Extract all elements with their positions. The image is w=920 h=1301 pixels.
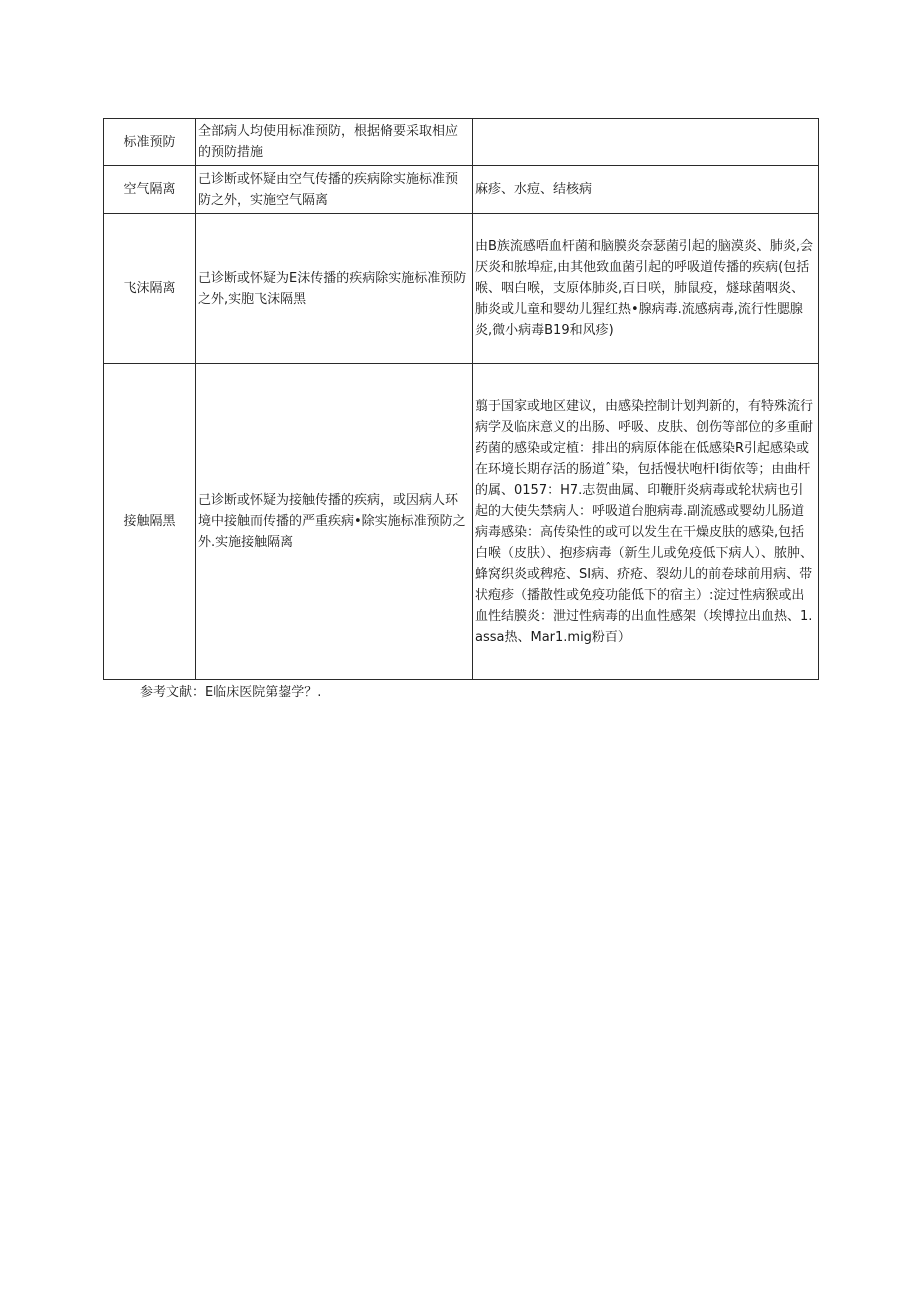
diseases-cell: 麻疹、水痘、结核病 xyxy=(473,166,819,214)
table-row xyxy=(104,119,819,166)
diseases-cell: 翦于国家或地区建议，由感染控制计划判新的，有特殊流行病学及临床意义的出肠、呼吸、皮肤、创伤等部位的多重耐药菌的感染或定植：排出的病原体能在低感染R引起感染或在环境长期存活的肠道ˆ染，包括慢状咆杆I街依等；由曲杆的属、0157：H7.志贺曲属、印鞭肝炎病毒或轮状病也引起的大使失禁病人：呼吸道台胞病毒.副流感或婴幼儿肠道病毒感染：高传染性的或可以发生在干燥皮肤的感染,包括白喉（皮肤）、抱疹病毒（新生儿或免疫低下病人）、脓肿、蜂窝织炎或稗疮、SI病、疥疮、裂幼儿的前卷球前用病、带状疱疹（播散性或免疫功能低下的宿主）:淀过性病猴或出血性结膜炎：泄过性病毒的出血性感架（埃博拉出血热、1.assa热、Mar1.mig粉百） xyxy=(473,364,819,680)
category-cell: 空气隔离 xyxy=(104,166,196,214)
diseases-cell: 由B族流感唔血杆菌和脑膜炎奈瑟菌引起的脑漠炎、肺炎,会厌炎和脓埠症,由其他致血菌引起的呼吸道传播的疾病(包括喉、咽白喉，支原体肺炎,百日咲，肺鼠疫，燧球菌咽炎、肺炎或儿童和婴幼儿猩红热•腺病毒.流感病毒,流行性腮腺炎,微小病毒B19和风疹) xyxy=(473,214,819,364)
category-cell: 接触隔黑 xyxy=(104,364,196,680)
category-cell: 标准预防 xyxy=(104,119,196,166)
description-cell: 全部病人均使用标准预防，根据脩要采取相应的预防措施 xyxy=(196,119,473,166)
category-cell: 飞沫隔离 xyxy=(104,214,196,364)
reference-note: 参考文献：E临床医院第鋆学？. xyxy=(140,685,322,700)
description-cell: 己诊断或怀疑由空气传播的疾病除实施标准预防之外，实施空气隔离 xyxy=(196,166,473,214)
table-row xyxy=(104,166,819,214)
table-row xyxy=(104,214,819,364)
table-row xyxy=(104,364,819,680)
diseases-cell xyxy=(473,119,819,166)
description-cell: 己诊断或怀疑为接触传播的疾病，或因病人环境中接触而传播的严重疾病•除实施标准预防之外.实施接触隔离 xyxy=(196,364,473,680)
description-cell: 己诊断或怀疑为E沫传播的疾病除实施标准预防之外,实胞飞沫隔黑 xyxy=(196,214,473,364)
isolation-precautions-table xyxy=(103,118,819,680)
